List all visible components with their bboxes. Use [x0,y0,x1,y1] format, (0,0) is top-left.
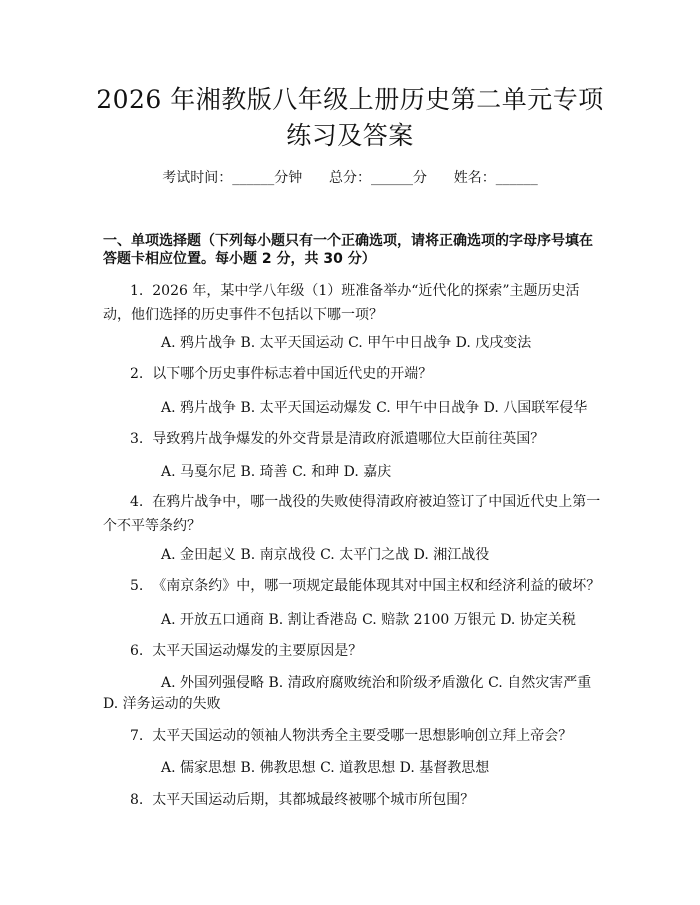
question-7-text: 7. 太平天国运动的领袖人物洪秀全主要受哪一思想影响创立拜上帝会？ [130,728,573,744]
exam-info: 考试时间：______分钟 总分：______分 姓名：______ [162,170,538,186]
question-4-options: A. 金田起义 B. 南京战役 C. 太平门之战 D. 湘江战役 [161,547,490,563]
question-5-options: A. 开放五口通商 B. 割让香港岛 C. 赔款 2100 万银元 D. 协定关税 [161,612,576,628]
section-heading-line-1: 一、单项选择题（下列每小题只有一个正确选项，请将正确选项的字母序号填在 [103,233,593,249]
question-1-text: 1. 2026 年，某中学八年级（1）班准备举办“近代化的探索”主题历史活 [130,283,580,299]
question-4-text: 4. 在鸦片战争中，哪一战役的失败使得清政府被迫签订了中国近代史上第一 [130,494,601,510]
question-1-options: A. 鸦片战争 B. 太平天国运动 C. 甲午中日战争 D. 戊戌变法 [161,335,532,351]
question-3-options: A. 马戛尔尼 B. 琦善 C. 和珅 D. 嘉庆 [161,464,392,480]
question-5-text: 5. 《南京条约》中，哪一项规定最能体现其对中国主权和经济利益的破坏？ [130,578,601,594]
question-2-text: 2. 以下哪个历史事件标志着中国近代史的开端？ [130,366,433,382]
question-2-options: A. 鸦片战争 B. 太平天国运动爆发 C. 甲午中日战争 D. 八国联军侵华 [161,400,588,416]
question-6-options-cont: D. 洋务运动的失败 [103,696,221,712]
question-6-text: 6. 太平天国运动爆发的主要原因是？ [130,643,363,659]
section-heading-line-2: 答题卡相应位置。每小题 2 分，共 30 分） [103,251,376,267]
question-8-text: 8. 太平天国运动后期，其都城最终被哪个城市所包围？ [130,792,475,808]
question-7-options: A. 儒家思想 B. 佛教思想 C. 道教思想 D. 基督教思想 [161,760,490,776]
question-3-text: 3. 导致鸦片战争爆发的外交背景是清政府派遣哪位大臣前往英国？ [130,431,545,447]
question-6-options: A. 外国列强侵略 B. 清政府腐败统治和阶级矛盾激化 C. 自然灾害严重 [161,675,592,691]
question-1-text-cont: 动，他们选择的历史事件不包括以下哪一项？ [103,307,383,323]
document-title-line-1: 2026 年湘教版八年级上册历史第二单元专项 [96,85,604,114]
question-4-text-cont: 个不平等条约？ [103,518,201,534]
document-title-line-2: 练习及答案 [286,121,414,150]
